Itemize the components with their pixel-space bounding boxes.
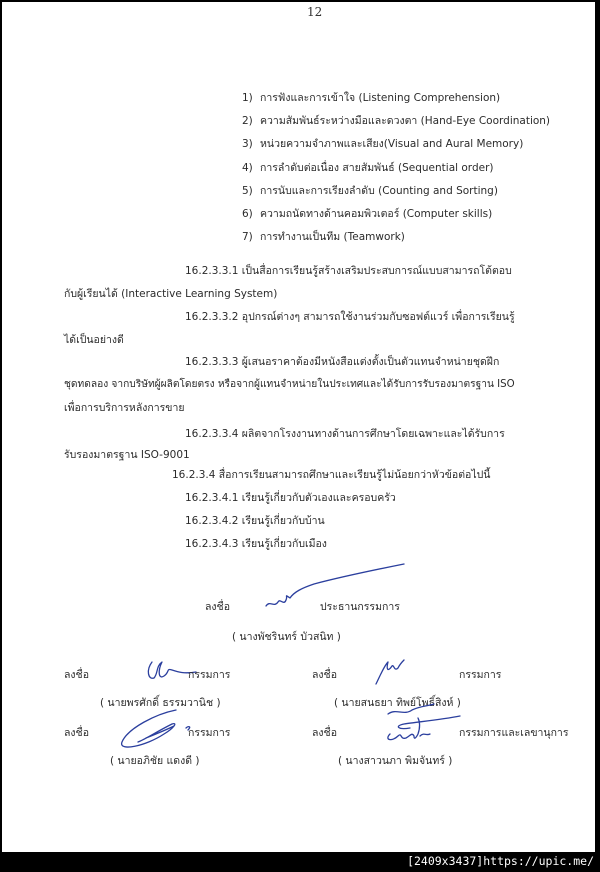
document-page <box>2 2 595 852</box>
signature-secretary <box>380 714 470 744</box>
paragraph-16-2-3-3-4: 16.2.3.3.4 ผลิตจากโรงงานทางด้านการศึกษาโดยเฉพาะและได้รับการ <box>185 428 505 440</box>
paragraph-16-2-3-3-2-cont: ได้เป็นอย่างดี <box>64 334 124 346</box>
list-item: การลำดับต่อเนื่อง สายสัมพันธ์ (Sequential order) <box>260 162 494 174</box>
list-item-number: 1) <box>242 92 253 104</box>
paragraph-16-2-3-4: 16.2.3.4 สื่อการเรียนสามารถศึกษาและเรียนรู้ไม่น้อยกว่าหัวข้อต่อไปนี้ <box>172 469 491 481</box>
chair-role: ประธานกรรมการ <box>320 601 400 613</box>
list-item: การฟังและการเข้าใจ (Listening Comprehension) <box>260 92 501 104</box>
list-item: ความสัมพันธ์ระหว่างมือและดวงตา (Hand-Eye Coordination) <box>260 115 551 127</box>
paragraph-16-2-3-4-2: 16.2.3.4.2 เรียนรู้เกี่ยวกับบ้าน <box>185 515 325 527</box>
member-2-role: กรรมการ <box>459 669 502 681</box>
sign-label: ลงชื่อ <box>312 669 337 681</box>
list-item-number: 2) <box>242 115 253 127</box>
paragraph-16-2-3-3-3-cont: ชุดทดลอง จากบริษัทผู้ผลิตโดยตรง หรือจากผู้แทนจำหน่ายในประเทศและได้รับการรับรองมาตรฐาน ISO <box>64 379 515 390</box>
signature-member-2 <box>374 658 414 686</box>
member-1-role: กรรมการ <box>188 669 231 681</box>
paragraph-16-2-3-3-2: 16.2.3.3.2 อุปกรณ์ต่างๆ สามารถใช้งานร่วมกับซอฟต์แวร์ เพื่อการเรียนรู้ <box>185 311 515 323</box>
paragraph-16-2-3-3-1-cont: กับผู้เรียนได้ (Interactive Learning System) <box>64 288 278 300</box>
member-3-name: ( นายอภิชัย แดงดี ) <box>110 755 200 767</box>
member-3-role: กรรมการ <box>188 727 231 739</box>
list-item-number: 3) <box>242 138 253 150</box>
list-item: การทำงานเป็นทีม (Teamwork) <box>260 231 405 243</box>
paragraph-16-2-3-3-3-cont2: เพื่อการบริการหลังการขาย <box>64 402 185 414</box>
image-info-caption: [2409x3437]https://upic.me/ <box>407 854 594 868</box>
secretary-name: ( นางสาวนภา พิมจันทร์ ) <box>338 755 453 767</box>
sign-label: ลงชื่อ <box>64 669 89 681</box>
paragraph-16-2-3-4-3: 16.2.3.4.3 เรียนรู้เกี่ยวกับเมือง <box>185 538 327 550</box>
list-item: การนับและการเรียงลำดับ (Counting and Sorting) <box>260 185 498 197</box>
secretary-role: กรรมการและเลขานุการ <box>459 727 569 739</box>
list-item-number: 6) <box>242 208 253 220</box>
signature-member-3 <box>116 708 196 752</box>
paragraph-16-2-3-3-1: 16.2.3.3.1 เป็นสื่อการเรียนรู้สร้างเสริมประสบการณ์แบบสามารถโต้ตอบ <box>185 265 512 277</box>
sign-label: ลงชื่อ <box>205 601 230 613</box>
list-item-number: 7) <box>242 231 253 243</box>
paragraph-16-2-3-3-3: 16.2.3.3.3 ผู้เสนอราคาต้องมีหนังสือแต่งตั้งเป็นตัวแทนจำหน่ายชุดฝึก <box>185 356 500 368</box>
list-item-number: 5) <box>242 185 253 197</box>
sign-label: ลงชื่อ <box>312 727 337 739</box>
list-item: ความถนัดทางด้านคอมพิวเตอร์ (Computer skills) <box>260 208 493 220</box>
list-item: หน่วยความจำภาพและเสียง(Visual and Aural Memory) <box>260 138 524 150</box>
member-1-name: ( นายพรศักดิ์ ธรรมวานิช ) <box>100 697 221 709</box>
sign-label: ลงชื่อ <box>64 727 89 739</box>
list-item-number: 4) <box>242 162 253 174</box>
chair-name: ( นางพัชรินทร์ บัวสนิท ) <box>232 631 341 643</box>
page-number: 12 <box>307 5 323 19</box>
member-2-name: ( นายสนธยา ทิพย์โพธิ์สิงห์ ) <box>334 697 461 709</box>
paragraph-16-2-3-3-4-cont: รับรองมาตรฐาน ISO-9001 <box>64 449 190 461</box>
paragraph-16-2-3-4-1: 16.2.3.4.1 เรียนรู้เกี่ยวกับตัวเองและครอบครัว <box>185 492 396 504</box>
